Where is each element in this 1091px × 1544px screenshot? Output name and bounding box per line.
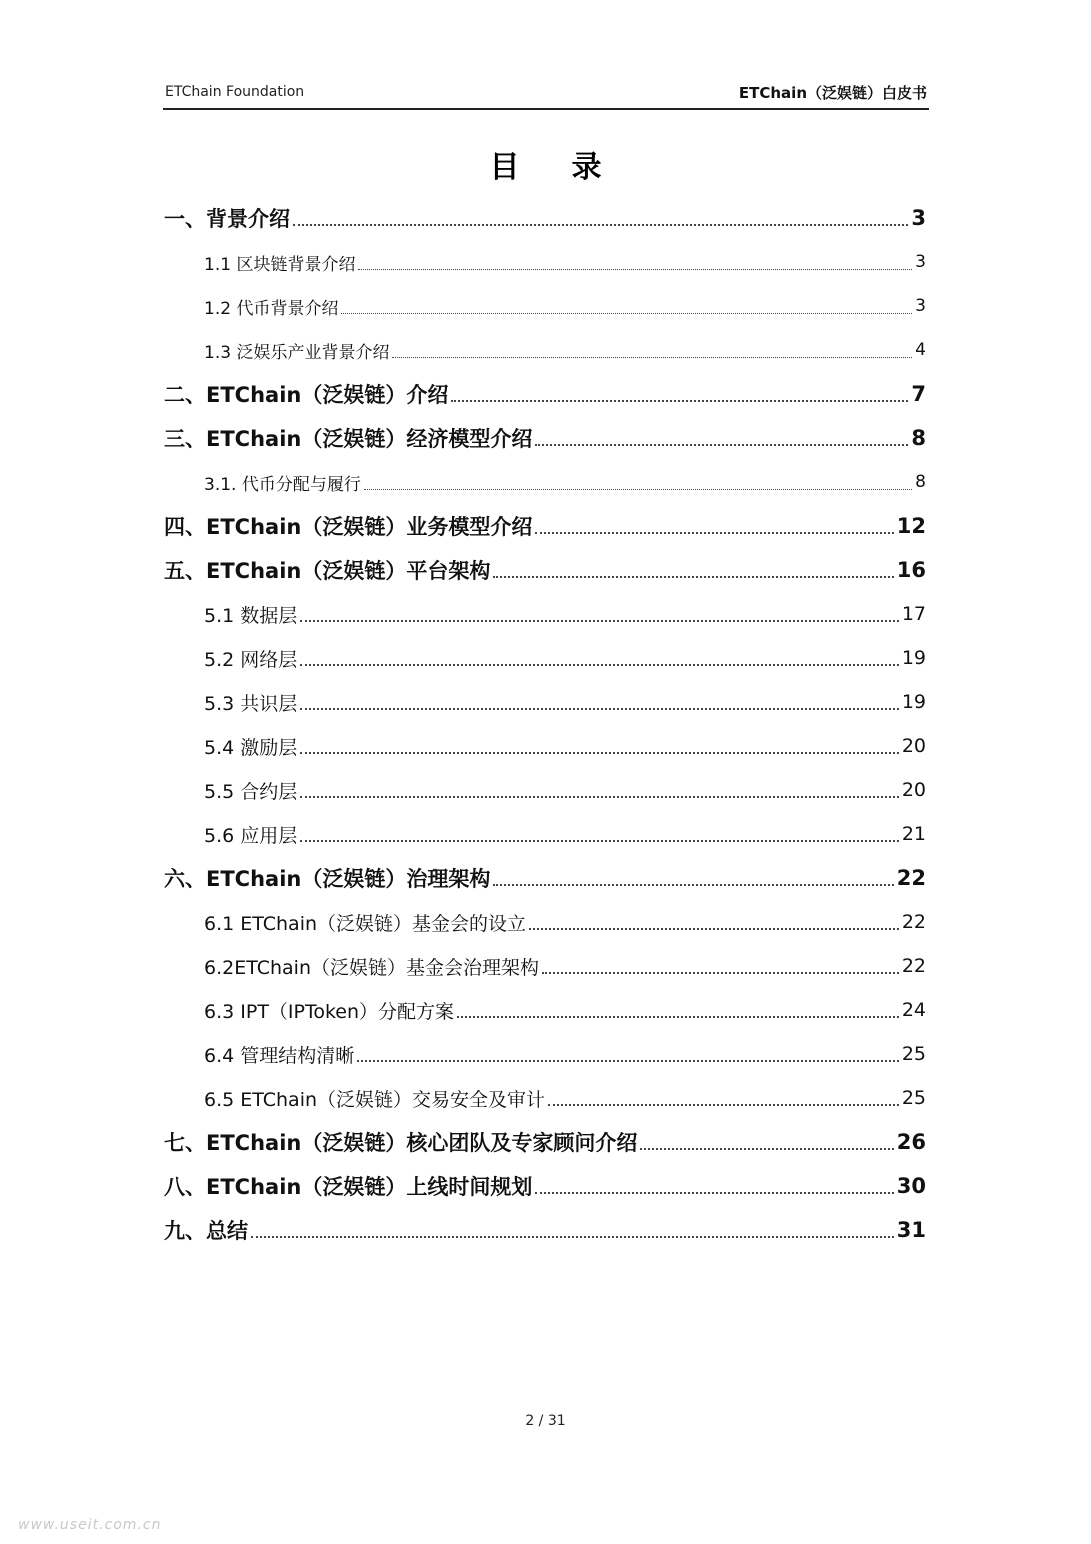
toc-entry-label: 八、ETChain（泛娱链）上线时间规划 <box>164 1175 533 1199</box>
toc-entry-page: 19 <box>901 647 926 669</box>
toc-entry-page: 19 <box>901 691 926 713</box>
toc-dot-leader <box>451 400 908 402</box>
toc-entry-label: 1.1 区块链背景介绍 <box>204 254 356 275</box>
toc-entry-page: 8 <box>915 472 926 492</box>
toc-entry-label: 5.1 数据层 <box>204 604 298 627</box>
toc-heading: 目录 <box>489 150 654 185</box>
toc-entry-label: 6.1 ETChain（泛娱链）基金会的设立 <box>204 912 527 935</box>
toc-entry-label: 三、ETChain（泛娱链）经济模型介绍 <box>164 427 533 451</box>
toc-entry-label: 六、ETChain（泛娱链）治理架构 <box>164 867 491 891</box>
toc-entry-label: 二、ETChain（泛娱链）介绍 <box>164 383 449 407</box>
header-organization: ETChain Foundation <box>165 84 305 100</box>
toc-dot-leader <box>364 489 912 490</box>
toc-dot-leader <box>529 928 899 930</box>
toc-entry-label: 5.4 激励层 <box>204 736 298 759</box>
page-number: 2 / 31 <box>525 1413 566 1429</box>
toc-entry-page: 30 <box>896 1174 926 1198</box>
toc-chapter-entry[interactable] <box>164 504 926 548</box>
toc-chapter-entry[interactable] <box>164 1164 926 1208</box>
toc-section-entry[interactable] <box>164 944 926 988</box>
toc-chapter-entry[interactable] <box>164 1208 926 1252</box>
toc-entry-label: 6.5 ETChain（泛娱链）交易安全及审计 <box>204 1088 546 1111</box>
toc-entry-page: 24 <box>901 999 926 1021</box>
toc-entry-label: 5.3 共识层 <box>204 692 298 715</box>
table-of-contents <box>164 196 926 1252</box>
toc-chapter-entry[interactable] <box>164 856 926 900</box>
toc-dot-leader <box>300 752 899 754</box>
toc-entry-label: 6.2ETChain（泛娱链）基金会治理架构 <box>204 956 539 979</box>
toc-dot-leader <box>341 313 912 314</box>
toc-entry-page: 21 <box>901 823 926 845</box>
toc-entry-page: 3 <box>915 252 926 272</box>
toc-section-entry[interactable] <box>164 284 926 328</box>
toc-dot-leader <box>640 1148 893 1150</box>
toc-entry-label: 6.3 IPT（IPToken）分配方案 <box>204 1000 455 1023</box>
toc-dot-leader <box>392 357 912 358</box>
toc-entry-label: 5.5 合约层 <box>204 780 298 803</box>
toc-dot-leader <box>358 269 912 270</box>
page-header <box>163 82 929 110</box>
toc-chapter-entry[interactable] <box>164 196 926 240</box>
toc-dot-leader <box>457 1016 899 1018</box>
toc-section-entry[interactable] <box>164 988 926 1032</box>
toc-section-entry[interactable] <box>164 1076 926 1120</box>
toc-dot-leader <box>535 532 893 534</box>
toc-section-entry[interactable] <box>164 460 926 504</box>
toc-entry-page: 26 <box>896 1130 926 1154</box>
toc-dot-leader <box>535 444 908 446</box>
toc-section-entry[interactable] <box>164 768 926 812</box>
toc-chapter-entry[interactable] <box>164 416 926 460</box>
toc-dot-leader <box>300 796 899 798</box>
toc-dot-leader <box>548 1104 899 1106</box>
toc-chapter-entry[interactable] <box>164 372 926 416</box>
toc-section-entry[interactable] <box>164 900 926 944</box>
toc-entry-label: 1.3 泛娱乐产业背景介绍 <box>204 342 390 363</box>
toc-entry-page: 25 <box>901 1087 926 1109</box>
toc-section-entry[interactable] <box>164 680 926 724</box>
toc-entry-page: 17 <box>901 603 926 625</box>
header-document-title: ETChain（泛娱链）白皮书 <box>738 84 927 102</box>
toc-entry-page: 22 <box>901 911 926 933</box>
toc-entry-page: 8 <box>911 426 926 450</box>
toc-dot-leader <box>535 1192 893 1194</box>
toc-dot-leader <box>493 884 893 886</box>
toc-entry-page: 31 <box>896 1218 926 1242</box>
toc-entry-page: 22 <box>901 955 926 977</box>
toc-chapter-entry[interactable] <box>164 1120 926 1164</box>
toc-entry-page: 20 <box>901 735 926 757</box>
toc-section-entry[interactable] <box>164 1032 926 1076</box>
toc-entry-label: 5.6 应用层 <box>204 824 298 847</box>
toc-dot-leader <box>300 620 899 622</box>
toc-entry-page: 20 <box>901 779 926 801</box>
toc-entry-label: 九、总结 <box>164 1219 248 1243</box>
toc-dot-leader <box>251 1236 894 1238</box>
toc-entry-page: 25 <box>901 1043 926 1065</box>
toc-entry-label: 3.1. 代币分配与履行 <box>204 474 361 495</box>
toc-dot-leader <box>357 1060 899 1062</box>
toc-dot-leader <box>293 224 908 226</box>
toc-dot-leader <box>300 708 899 710</box>
toc-dot-leader <box>300 840 899 842</box>
toc-section-entry[interactable] <box>164 636 926 680</box>
toc-entry-label: 5.2 网络层 <box>204 648 298 671</box>
toc-entry-page: 3 <box>911 206 926 230</box>
toc-entry-page: 7 <box>911 382 926 406</box>
toc-section-entry[interactable] <box>164 812 926 856</box>
toc-entry-page: 12 <box>896 514 926 538</box>
toc-dot-leader <box>493 576 893 578</box>
toc-entry-page: 22 <box>896 866 926 890</box>
toc-section-entry[interactable] <box>164 592 926 636</box>
toc-entry-label: 一、背景介绍 <box>164 207 290 231</box>
toc-section-entry[interactable] <box>164 328 926 372</box>
toc-dot-leader <box>542 972 899 974</box>
toc-chapter-entry[interactable] <box>164 548 926 592</box>
toc-entry-label: 6.4 管理结构清晰 <box>204 1044 355 1067</box>
toc-section-entry[interactable] <box>164 240 926 284</box>
toc-entry-page: 16 <box>896 558 926 582</box>
toc-entry-label: 七、ETChain（泛娱链）核心团队及专家顾问介绍 <box>164 1131 638 1155</box>
toc-entry-label: 1.2 代币背景介绍 <box>204 298 339 319</box>
toc-entry-page: 4 <box>915 340 926 360</box>
toc-dot-leader <box>300 664 899 666</box>
watermark: www.useit.com.cn <box>18 1517 162 1533</box>
toc-entry-label: 五、ETChain（泛娱链）平台架构 <box>164 559 491 583</box>
toc-entry-page: 3 <box>915 296 926 316</box>
toc-section-entry[interactable] <box>164 724 926 768</box>
toc-entry-label: 四、ETChain（泛娱链）业务模型介绍 <box>164 515 533 539</box>
